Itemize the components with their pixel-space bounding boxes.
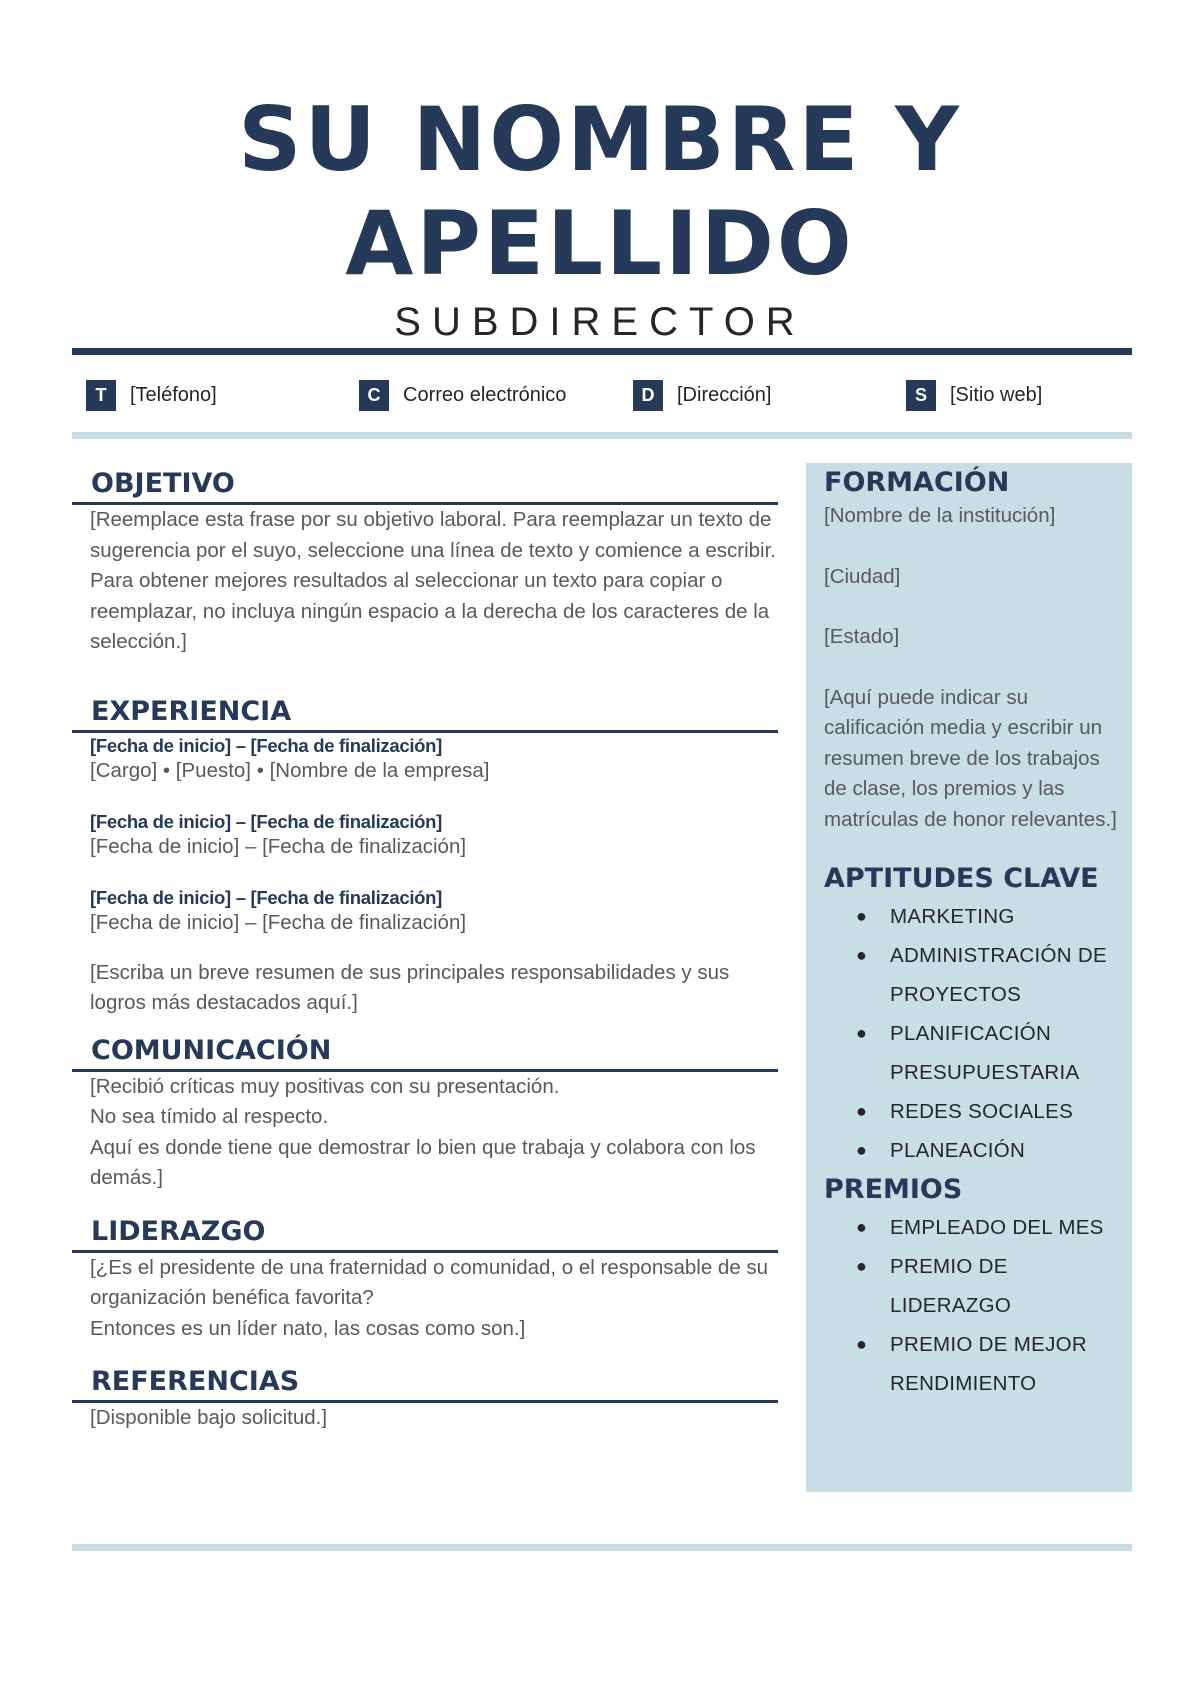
comunicacion-line: No sea tímido al respecto. [90, 1105, 329, 1128]
job-entry [72, 886, 778, 936]
list-item [806, 1247, 1132, 1325]
website-icon: S [906, 380, 936, 411]
list-item [806, 1208, 1132, 1247]
objetivo-text: [Reemplace esta frase por su objetivo laboral. Para reemplazar un texto de sugerencia por el suyo, seleccione una línea de texto y comience a escribir. Para obtener mejores resultados al seleccionar un texto para copiar o reemplazar, no incluya ningún espacio a la derecha de los caracteres de la selección.] [90, 508, 776, 653]
resume-job-title: SUBDIRECTOR [394, 300, 806, 344]
premios-list [806, 1208, 1132, 1403]
formacion-notes: [Aquí puede indicar su calificación media y escribir un resumen breve de los trabajos de clase, los premios y las matrículas de honor relevantes.] [824, 685, 1117, 831]
premios-heading: PREMIOS [824, 1174, 963, 1205]
contact-phone-text: [Teléfono] [130, 383, 217, 406]
address-icon: D [633, 380, 663, 411]
aptitudes-heading: APTITUDES CLAVE [824, 863, 1099, 894]
contact-address-text: [Dirección] [677, 383, 772, 406]
list-item [806, 1092, 1132, 1131]
job-detail: [Cargo] • [Puesto] • [Nombre de la empresa] [90, 758, 490, 782]
premio-text: PREMIO DE LIDERAZGO [890, 1255, 1012, 1317]
liderazgo-line: Entonces es un líder nato, las cosas como son.] [90, 1316, 526, 1340]
main-column [72, 466, 778, 1434]
formacion-city: [Ciudad] [824, 564, 901, 588]
experiencia-heading: EXPERIENCIA [91, 695, 292, 727]
premio-text: PREMIO DE MEJOR RENDIMIENTO [890, 1333, 1087, 1395]
contact-website [906, 377, 1042, 413]
list-item [806, 1131, 1132, 1170]
contact-address [633, 377, 771, 413]
bullet-icon: ● [856, 945, 868, 965]
header-divider [72, 348, 1132, 355]
liderazgo-heading: LIDERAZGO [91, 1215, 266, 1247]
contact-bar [72, 377, 1132, 413]
aptitude-text: PLANIFICACIÓN PRESUPUESTARIA [890, 1022, 1080, 1084]
bullet-icon: ● [856, 1023, 868, 1043]
referencias-text: [Disponible bajo solicitud.] [90, 1406, 328, 1429]
contact-email [359, 377, 566, 413]
comunicacion-line: [Recibió críticas muy positivas con su presentación. [90, 1074, 560, 1098]
formacion-state: [Estado] [824, 625, 900, 648]
job-entry [72, 810, 778, 860]
comunicacion-heading: COMUNICACIÓN [91, 1034, 332, 1066]
job-dates: [Fecha de inicio] – [Fecha de finalización] [90, 810, 443, 832]
contact-divider [72, 432, 1132, 439]
formacion-institution: [Nombre de la institución] [824, 504, 1056, 527]
job-detail: [Fecha de inicio] – [Fecha de finalización] [90, 910, 467, 934]
email-icon: C [359, 380, 389, 411]
sidebar [806, 463, 1132, 1492]
bullet-icon: ● [856, 906, 868, 926]
aptitude-text: REDES SOCIALES [890, 1100, 1074, 1123]
bullet-icon: ● [856, 1217, 868, 1237]
contact-email-text: Correo electrónico [403, 383, 567, 406]
aptitude-text: ADMINISTRACIÓN DE PROYECTOS [890, 944, 1107, 1006]
contact-website-text: [Sitio web] [950, 383, 1043, 406]
job-detail: [Fecha de inicio] – [Fecha de finalización] [90, 834, 467, 858]
job-dates: [Fecha de inicio] – [Fecha de finalización] [90, 734, 443, 756]
formacion-heading: FORMACIÓN [824, 467, 1010, 498]
contact-phone [86, 377, 217, 413]
objetivo-heading: OBJETIVO [91, 468, 235, 499]
job-dates: [Fecha de inicio] – [Fecha de finalización] [90, 886, 443, 908]
phone-icon: T [86, 380, 116, 411]
list-item [806, 1014, 1132, 1092]
experiencia-summary: [Escriba un breve resumen de sus principales responsabilidades y sus logros más destacados aquí.] [90, 960, 730, 1014]
footer-divider [72, 1544, 1132, 1551]
experiencia-rule [72, 730, 778, 733]
aptitude-text: MARKETING [890, 905, 1015, 928]
bullet-icon: ● [856, 1334, 868, 1354]
list-item [806, 936, 1132, 1014]
bullet-icon: ● [856, 1256, 868, 1276]
aptitudes-list [806, 897, 1132, 1170]
premio-text: EMPLEADO DEL MES [890, 1216, 1104, 1239]
resume-name: SU NOMBRE Y APELLIDO [238, 88, 962, 295]
bullet-icon: ● [856, 1140, 868, 1160]
referencias-heading: REFERENCIAS [91, 1366, 300, 1397]
comunicacion-line: Aquí es donde tiene que demostrar lo bien que trabaja y colabora con los demás.] [90, 1135, 756, 1189]
list-item [806, 1325, 1132, 1403]
liderazgo-line: [¿Es el presidente de una fraternidad o comunidad, o el responsable de su organización benéfica favorita? [90, 1255, 769, 1309]
list-item [806, 897, 1132, 936]
job-entry [72, 734, 778, 784]
aptitude-text: PLANEACIÓN [890, 1139, 1026, 1162]
bullet-icon: ● [856, 1101, 868, 1121]
